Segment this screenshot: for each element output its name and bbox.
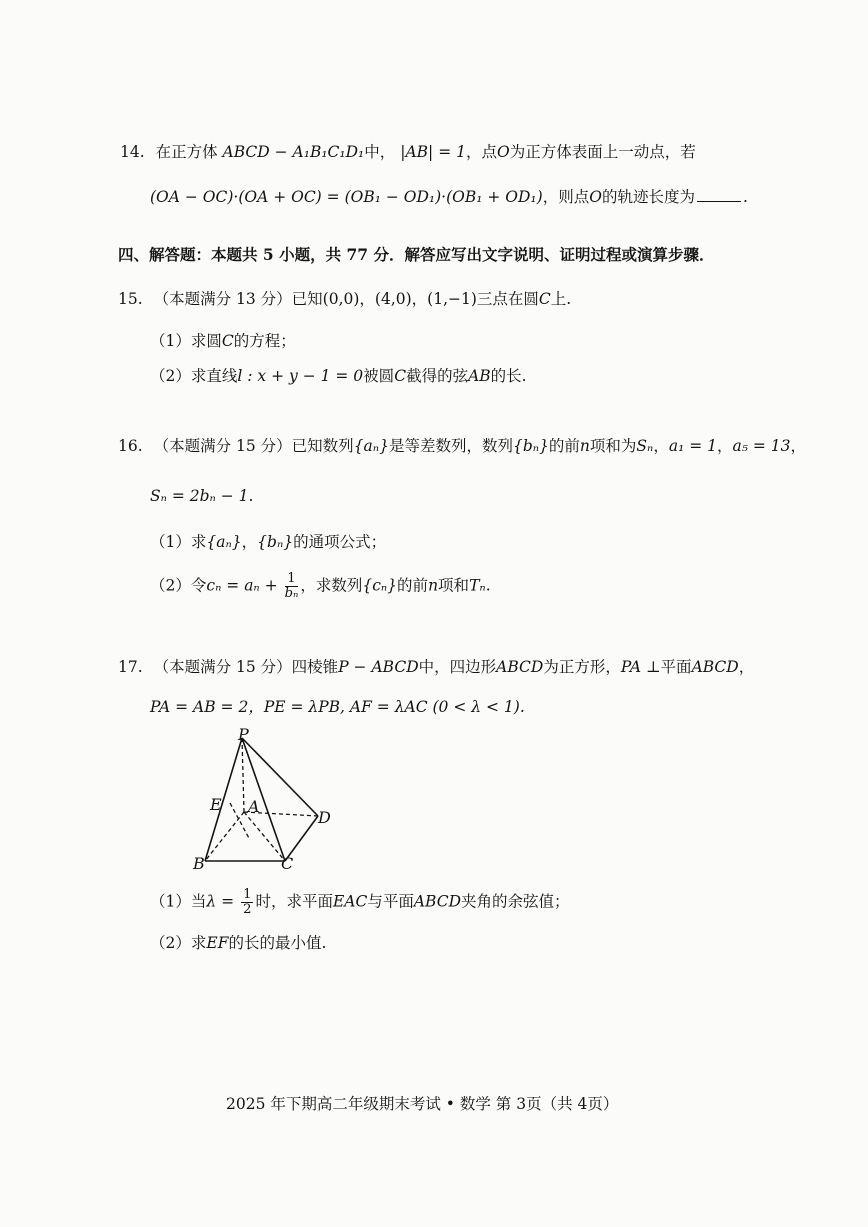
q15-number: 15. (118, 290, 143, 308)
q16-n: n (428, 576, 439, 595)
fig-label-p: P (238, 728, 249, 744)
q15-text: 截得的弦 (406, 367, 469, 385)
q17-lambda: λ = (206, 892, 235, 911)
q15-text: 的长. (490, 367, 527, 385)
q17-text: 为正方形， (543, 658, 621, 676)
q14-equation: (OA − OC)·(OA + OC) = (OB₁ − OD₁)·(OB₁ + OD₁) (150, 188, 543, 206)
q15-text: 上. (550, 290, 572, 308)
pyramid-figure (190, 728, 350, 878)
q16-tn: Tₙ (469, 576, 486, 595)
q17-text: 夹角的余弦值； (461, 892, 570, 911)
q17-text: 当 (190, 892, 207, 911)
q16-an: {aₙ} (206, 533, 242, 551)
q17-frac-num: 1 (243, 887, 252, 902)
q16-text: 的前 (548, 437, 580, 455)
q17-text: 时，求平面 (255, 892, 333, 911)
q16-text: 项和为 (589, 437, 637, 455)
q16-n: n (579, 437, 590, 455)
q16-text: 项和 (438, 576, 470, 595)
q15-circle: C (394, 367, 407, 385)
fig-label-e: E (210, 795, 222, 814)
q14-line2 (150, 188, 748, 207)
q15-chord: AB (468, 367, 491, 385)
q17-part1 (150, 888, 570, 917)
q16-bn: {bₙ} (257, 533, 294, 551)
q16-fraction (285, 572, 299, 601)
q15-part2 (150, 367, 527, 386)
q17-abcd: ABCD (413, 892, 462, 911)
q15-score: （本题满分 13 分） (153, 290, 292, 308)
fig-label-d: D (318, 808, 331, 827)
q16-text: 已知数列 (291, 437, 354, 455)
q16-text: ，求数列 (300, 576, 363, 595)
q16-line2: Sₙ = 2bₙ − 1. (150, 487, 254, 505)
q17-part2-label: （2） (150, 934, 191, 952)
q14-ab-abs: |AB| = 1 (400, 143, 466, 161)
q16-an: {aₙ} (353, 437, 389, 455)
q16-part1: （1）求{aₙ}，{bₙ}的通项公式； (150, 533, 387, 551)
q16-text: 的前 (397, 576, 429, 595)
q17-frac-den: 2 (243, 901, 252, 917)
q17-part1-label: （1） (150, 892, 191, 911)
q14-line1 (120, 143, 696, 162)
q17-fraction (241, 888, 253, 917)
q16-text: 求 (190, 533, 207, 551)
q16-text: 的通项公式； (293, 533, 387, 551)
q14-text: 的轨迹长度为 (601, 188, 695, 206)
q16-frac-den: bₙ (284, 585, 299, 601)
q17-pa-perp: PA ⊥ (620, 658, 661, 676)
q15-part1-label: （1） (150, 332, 191, 350)
fig-label-b: B (193, 854, 205, 873)
q16-line1: 16. （本题满分 15 分）已知数列{aₙ}是等差数列，数列{bₙ}的前n项和为Sₙ，a₁ = 1，a₅ = 13， (118, 437, 807, 455)
q17-pyramid: P − ABCD (338, 658, 419, 676)
section4-heading: 四、解答题：本题共 5 小题，共 77 分．解答应写出文字说明、证明过程或演算步骤． (118, 245, 715, 264)
q16-text: 是等差数列，数列 (388, 437, 513, 455)
q17-text: 求 (190, 934, 207, 952)
q17-part2 (150, 934, 326, 953)
q15-text: 已知(0,0)，(4,0)，(1,−1)三点在圆 (291, 290, 539, 308)
q14-text: ，则点 (542, 188, 590, 206)
q17-text: 四棱锥 (291, 658, 339, 676)
q17-score: （本题满分 15 分） (153, 658, 292, 676)
q17-plane: ABCD (691, 658, 739, 676)
q16-part2: （2）令cₙ = aₙ + $\frac{1}{\text{bₙ}}$ ，求数列{cₙ}的前n项和Tₙ. (150, 571, 491, 601)
q14-text: . (742, 188, 748, 206)
q14-text: 在正方体 (155, 143, 218, 161)
q17-text: 中，四边形 (418, 658, 497, 676)
q16-a5: a₅ = 13 (732, 437, 791, 455)
q17-text: 的长的最小值. (228, 934, 327, 952)
q16-frac-num: 1 (285, 572, 299, 587)
q14-point: O (589, 188, 602, 206)
q14-number: 14. (120, 143, 145, 161)
q16-bn: {bₙ} (512, 437, 549, 455)
q17-eac: EAC (332, 892, 368, 911)
fig-label-c: C (281, 854, 294, 873)
q15-text: 求直线 (190, 367, 238, 385)
q14-text: ，点 (465, 143, 497, 161)
q16-a1: a₁ = 1 (668, 437, 717, 455)
q15-text: 被圆 (363, 367, 395, 385)
q15-line1 (118, 290, 571, 309)
q16-text: 令 (190, 576, 207, 595)
q17-line1: 17. （本题满分 15 分）四棱锥P − ABCD中，四边形ABCD为正方形，PA ⊥平面ABCD， (118, 658, 755, 676)
q17-text: 平面 (660, 658, 692, 676)
q16-cn-lhs: cₙ = aₙ + (206, 576, 278, 595)
q16-score: （本题满分 15 分） (153, 437, 292, 455)
q14-text: 中， (364, 143, 396, 161)
fig-label-a: A (248, 797, 260, 816)
q15-line-eq: l : x + y − 1 = 0 (237, 367, 364, 385)
q15-circle: C (221, 332, 234, 350)
q14-point: O (496, 143, 510, 161)
q16-sn: Sₙ (636, 437, 654, 455)
q14-answer-blank (697, 201, 741, 202)
q17-number: 17. (118, 658, 143, 676)
q15-text: 求圆 (190, 332, 222, 350)
q15-part1 (150, 332, 296, 351)
q17-quad: ABCD (496, 658, 544, 676)
q17-ef: EF (206, 934, 229, 952)
q14-text: 为正方体表面上一动点，若 (509, 143, 696, 161)
q15-text: 的方程； (233, 332, 296, 350)
page-footer: 2025 年下期高二年级期末考试 • 数学 第 3页（共 4页） (226, 1095, 619, 1113)
q16-part1-label: （1） (150, 533, 191, 551)
q16-sn-eq: Sₙ = 2bₙ − 1 (150, 487, 249, 505)
q16-number: 16. (118, 437, 143, 455)
q16-cn: {cₙ} (362, 576, 398, 595)
q14-cube: ABCD − A₁B₁C₁D₁ (222, 143, 365, 161)
q17-line2: PA = AB = 2，PE = λPB, AF = λAC (0 < λ < 1). (150, 698, 525, 716)
q17-text: 与平面 (367, 892, 414, 911)
q15-part2-label: （2） (150, 367, 191, 385)
q16-part2-label: （2） (150, 576, 191, 595)
q15-circle: C (538, 290, 551, 308)
